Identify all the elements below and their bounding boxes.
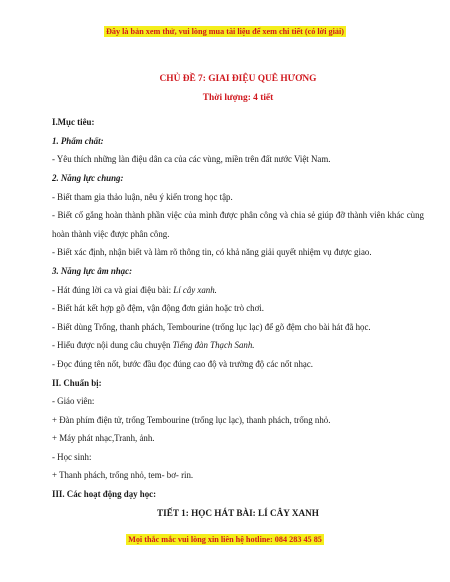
hotline-text: Mọi thắc mắc vui lòng xin liên hệ hotline: 084 283 45 85 xyxy=(128,535,322,544)
music-competence-item: - Hiểu được nội dung câu chuyện Tiếng đàn Thạch Sanh. xyxy=(52,340,255,351)
section-objectives-heading: I.Mục tiêu: xyxy=(52,117,95,128)
music-competence-item: - Đọc đúng tên nốt, bước đầu đọc đúng cao độ và trường độ các nốt nhạc. xyxy=(52,358,314,369)
general-competence-item: - Biết tham gia thảo luận, nêu ý kiến trong học tập. xyxy=(52,191,233,202)
preparation-item: + Máy phát nhạc,Tranh, ảnh. xyxy=(52,433,155,444)
subsection-general-competence: 2. Năng lực chung: xyxy=(52,172,124,183)
general-competence-item: - Biết cố gắng hoàn thành phần việc của mình được phân công và chia sẻ giúp đỡ thành viên khác cùng hoàn thành việc được phân công. xyxy=(52,210,424,239)
section-preparation-heading: II. Chuẩn bị: xyxy=(52,377,102,388)
preview-notice-text: Đây là bản xem thử, vui lòng mua tài liệu để xem chi tiết (có lời giải) xyxy=(105,27,344,36)
lesson-title: TIẾT 1: HỌC HÁT BÀI: LÍ CÂY XANH xyxy=(157,507,319,518)
subsection-qualities: 1. Phẩm chất: xyxy=(52,135,104,146)
story-name: Tiếng đàn Thạch Sanh. xyxy=(172,340,255,351)
music-competence-item: - Hát đúng lời ca và giai điệu bài: Lí cây xanh. xyxy=(52,284,217,295)
music-competence-item: - Biết dùng Trống, thanh phách, Tembourine (trống lục lạc) để gõ đệm cho bài hát đã học. xyxy=(52,321,371,332)
subsection-music-competence: 3. Năng lực âm nhạc: xyxy=(52,265,133,276)
document-body xyxy=(52,70,424,522)
preparation-item: - Giáo viên: xyxy=(52,396,95,407)
general-competence-item: - Biết xác định, nhận biết và làm rõ thông tin, có khả năng giải quyết nhiệm vụ được giao. xyxy=(52,247,372,258)
document-duration: Thời lượng: 4 tiết xyxy=(202,92,274,103)
preview-notice-banner xyxy=(0,27,450,36)
preparation-item: - Học sinh: xyxy=(52,451,92,462)
song-name: Lí cây xanh. xyxy=(173,284,217,295)
music-competence-item: - Biết hát kết hợp gõ đệm, vận động đơn giản hoặc trò chơi. xyxy=(52,303,264,314)
preparation-item: + Thanh phách, trống nhỏ, tem- bơ- rin. xyxy=(52,470,194,481)
section-activities-heading: III. Các hoạt động dạy học: xyxy=(52,489,157,500)
preparation-item: + Đàn phím điện tử, trống Tembourine (trống lục lạc), thanh phách, trống nhỏ. xyxy=(52,414,331,425)
document-title: CHỦ ĐỀ 7: GIAI ĐIỆU QUÊ HƯƠNG xyxy=(159,74,317,84)
qualities-item: - Yêu thích những làn điệu dân ca của các vùng, miền trên đất nước Việt Nam. xyxy=(52,154,331,165)
hotline-banner xyxy=(0,535,450,544)
